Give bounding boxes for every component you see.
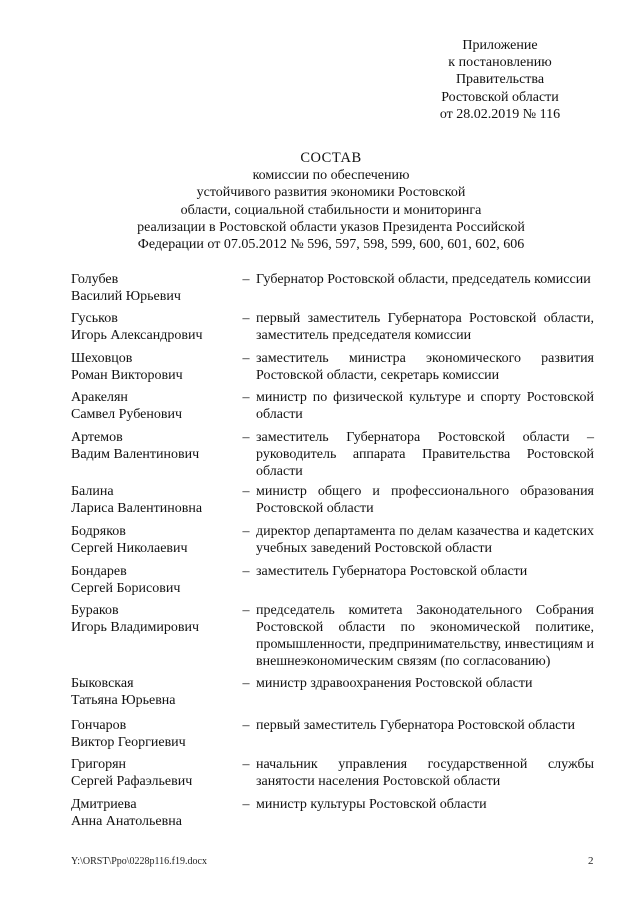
appendix-block [400,37,600,123]
member-position: министр общего и профессионального образования Ростовской области [256,484,594,516]
member-given-names: Лариса Валентиновна [71,501,203,516]
member-name [71,271,236,305]
member-surname: Аракелян [71,390,128,405]
member-surname: Гуськов [71,311,118,326]
member-surname: Бураков [71,603,119,618]
member-given-names: Виктор Георгиевич [71,735,186,750]
member-name [71,523,236,557]
dash-separator: – [242,524,250,539]
member-given-names: Игорь Владимирович [71,620,200,635]
member-given-names: Вадим Валентинович [71,447,200,462]
heading-line: устойчивого развития экономики Ростовской [196,185,466,201]
dash-separator: – [242,676,250,691]
dash-separator: – [242,797,250,812]
member-surname: Голубев [71,272,119,287]
member-row [71,271,601,305]
member-surname: Быковская [71,676,134,691]
member-surname: Бодряков [71,524,126,539]
dash-separator: – [242,272,250,287]
member-surname: Григорян [71,757,127,772]
member-surname: Шеховцов [71,351,133,366]
member-row [71,429,601,480]
member-name [71,602,236,670]
member-name [71,310,236,344]
dash-separator: – [242,430,250,445]
member-surname: Гончаров [71,718,127,733]
footer-file-path: Y:\ORST\Ppo\0228p116.f19.docx [71,856,207,867]
member-position: министр здравоохранения Ростовской области [256,676,533,691]
member-name [71,389,236,423]
heading-line: комиссии по обеспечению [252,168,410,184]
member-position: заместитель министра экономического развития Ростовской области, секретарь комиссии [256,351,594,383]
member-given-names: Роман Викторович [71,368,183,383]
appendix-line: Правительства [455,72,545,88]
member-position: директор департамента по делам казачества и кадетских учебных заведений Ростовской области [256,524,594,556]
dash-separator: – [242,718,250,733]
member-row [71,756,601,790]
member-name [71,429,236,480]
member-position: Губернатор Ростовской области, председатель комиссии [256,272,591,287]
member-position: начальник управления государственной службы занятости населения Ростовской области [256,757,594,789]
member-name [71,563,236,597]
member-position: министр культуры Ростовской области [256,797,487,812]
member-given-names: Сергей Борисович [71,581,181,596]
document-title: СОСТАВ [300,150,362,166]
dash-separator: – [242,390,250,405]
member-position: первый заместитель Губернатора Ростовской области, заместитель председателя комиссии [256,311,594,343]
member-name [71,796,236,830]
member-row [71,350,601,384]
member-name [71,350,236,384]
heading-line: Федерации от 07.05.2012 № 596, 597, 598, 599, 600, 601, 602, 606 [137,237,525,253]
appendix-line: от 28.02.2019 № 116 [439,106,561,122]
document-heading [60,150,602,253]
page-number: 2 [588,855,594,867]
member-given-names: Анна Анатольевна [71,814,182,829]
dash-separator: – [242,603,250,618]
heading-line: реализации в Ростовской области указов Президента Российской [137,219,525,235]
member-given-names: Сергей Николаевич [71,541,188,556]
member-row [71,602,601,670]
dash-separator: – [242,351,250,366]
member-position: первый заместитель Губернатора Ростовской области [256,718,575,733]
appendix-line: Ростовской области [441,89,559,105]
member-surname: Бондарев [71,564,127,579]
member-given-names: Татьяна Юрьевна [71,693,176,708]
appendix-line: к постановлению [448,55,552,71]
member-row [71,310,601,344]
member-row [71,563,601,597]
member-surname: Артемов [71,430,123,445]
member-name [71,675,236,709]
member-row [71,389,601,423]
member-position: министр по физической культуре и спорту Ростовской области [256,390,594,422]
member-surname: Дмитриева [71,797,137,812]
dash-separator: – [242,757,250,772]
appendix-line: Приложение [462,38,538,53]
dash-separator: – [242,564,250,579]
dash-separator: – [242,484,250,499]
member-row [71,523,601,557]
member-row [71,796,601,830]
member-name [71,483,236,517]
dash-separator: – [242,311,250,326]
member-name [71,756,236,790]
member-given-names: Самвел Рубенович [71,407,183,422]
member-row [71,717,601,751]
member-surname: Балина [71,484,114,499]
member-position: заместитель Губернатора Ростовской области [256,564,528,579]
member-name [71,717,236,751]
member-row [71,675,601,709]
member-given-names: Игорь Александрович [71,328,203,343]
member-given-names: Василий Юрьевич [71,289,181,304]
member-position: председатель комитета Законодательного Собрания Ростовской области по экономической политике, промышленности, предпринимательству, инвестициям и внешнеэкономическим связям (по согласованию) [256,603,594,669]
member-given-names: Сергей Рафаэльевич [71,774,193,789]
member-position: заместитель Губернатора Ростовской области – руководитель аппарата Правительства Ростовской области [256,430,594,479]
member-row [71,483,601,517]
heading-line: области, социальной стабильности и мониторинга [180,202,482,218]
